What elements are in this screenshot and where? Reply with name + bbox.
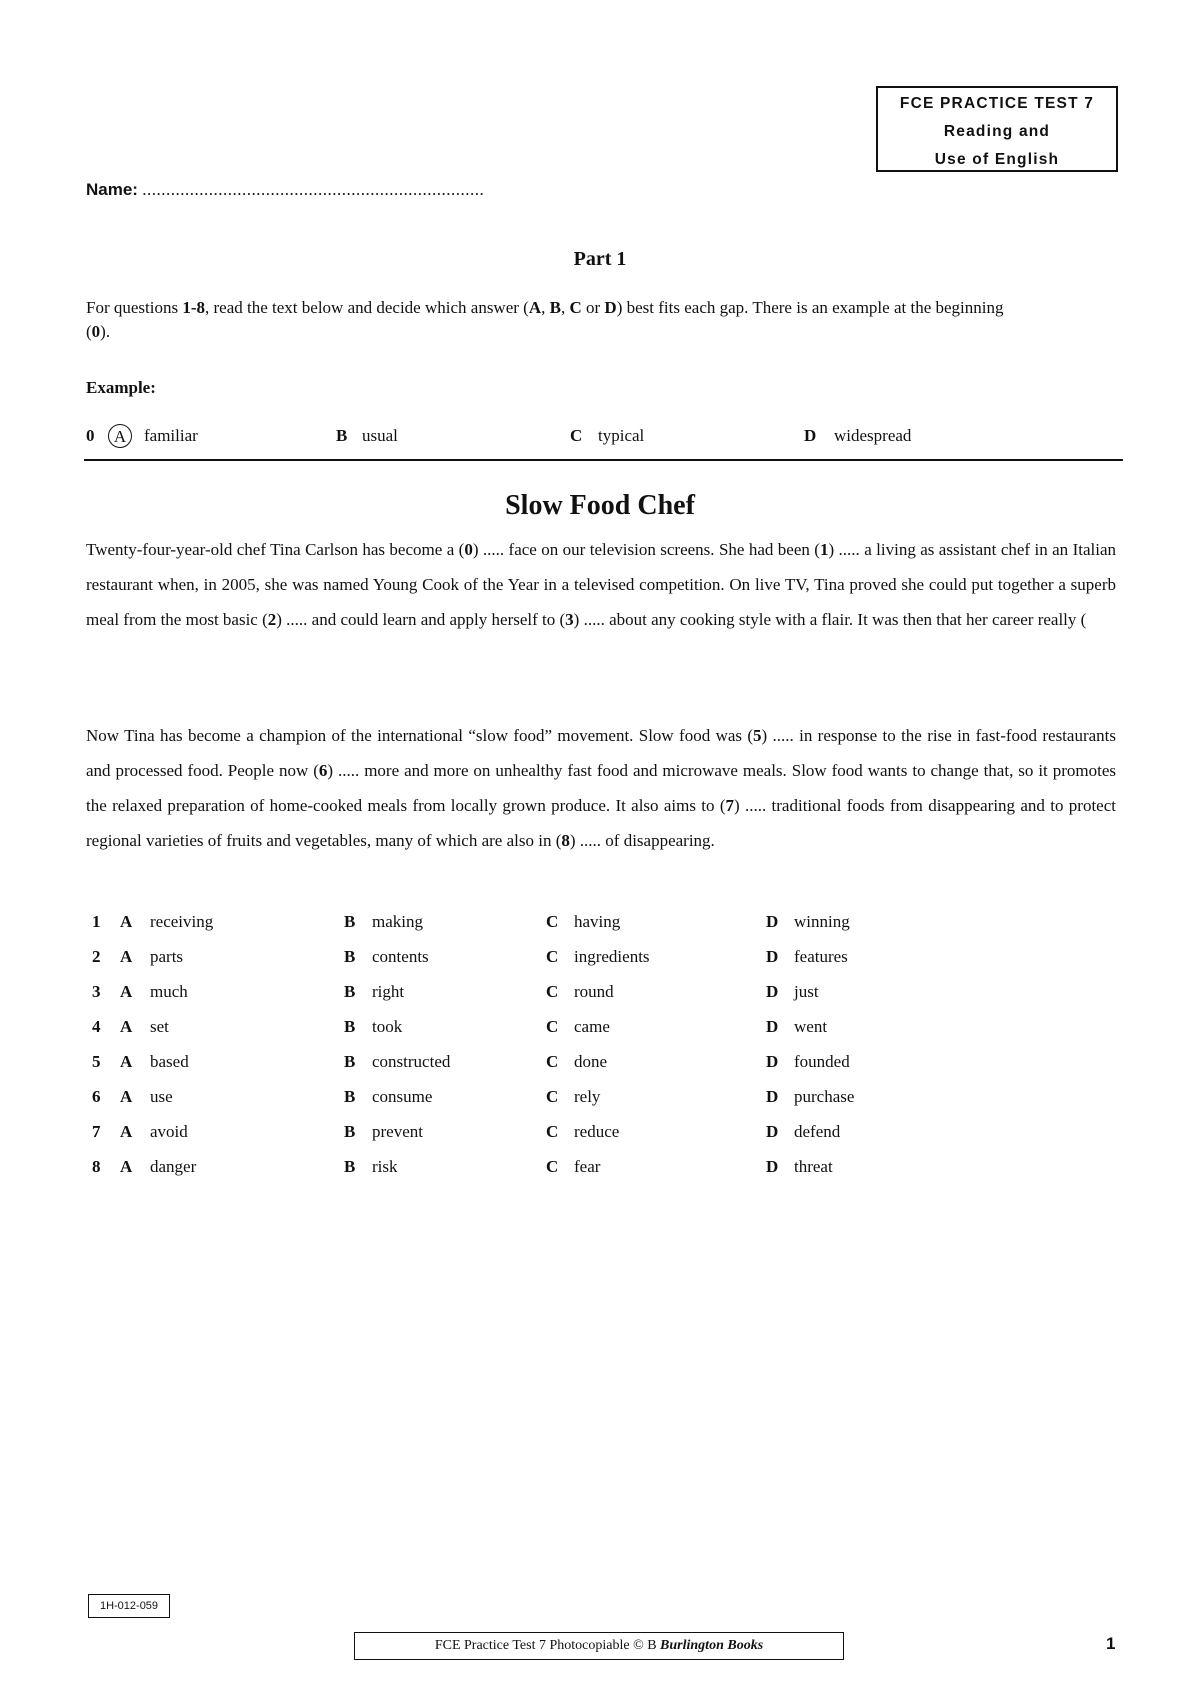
- option-d[interactable]: just: [794, 982, 819, 1001]
- option-c[interactable]: fear: [574, 1157, 601, 1176]
- example-option-letter: C: [570, 426, 583, 445]
- example-row: [86, 424, 1122, 452]
- question-row: 2 A parts B contents C ingredients D features: [92, 947, 848, 966]
- option-b[interactable]: consume: [372, 1087, 433, 1106]
- part-title: Part 1: [573, 248, 627, 270]
- test-title-line: FCE PRACTICE TEST 7: [899, 95, 1095, 112]
- option-d[interactable]: features: [794, 947, 848, 966]
- example-label: Example:: [86, 378, 156, 397]
- option-d[interactable]: threat: [794, 1157, 833, 1176]
- question-row: 3 A much B right C round D just: [92, 982, 819, 1001]
- option-a[interactable]: receiving: [150, 912, 214, 931]
- option-b[interactable]: risk: [372, 1157, 398, 1176]
- option-a[interactable]: based: [150, 1052, 189, 1071]
- question-row: 6 A use B consume C rely D purchase: [92, 1087, 855, 1106]
- option-c[interactable]: reduce: [574, 1122, 620, 1141]
- example-option-word: widespread: [834, 426, 912, 445]
- story-title: Slow Food Chef: [505, 490, 695, 521]
- test-section-line: Reading and: [943, 123, 1051, 140]
- option-b[interactable]: contents: [372, 947, 429, 966]
- publisher-name: Burlington Books: [660, 1638, 764, 1653]
- option-a[interactable]: much: [150, 982, 188, 1001]
- example-option-letter: B: [336, 426, 348, 445]
- option-c[interactable]: done: [574, 1052, 608, 1071]
- footer-credit: [354, 1632, 844, 1660]
- footer-text: FCE Practice Test 7 Photocopiable © B: [434, 1638, 661, 1653]
- question-row: 4 A set B took C came D went: [92, 1017, 828, 1036]
- option-d[interactable]: founded: [794, 1052, 850, 1071]
- name-field[interactable]: ........................................................................: [142, 180, 485, 199]
- name-line: [86, 180, 484, 200]
- example-option-word: familiar: [144, 426, 198, 445]
- option-d[interactable]: purchase: [794, 1087, 855, 1106]
- example-number: 0: [86, 426, 95, 445]
- test-section-line: Use of English: [934, 151, 1060, 168]
- option-d[interactable]: winning: [794, 912, 850, 931]
- option-a[interactable]: use: [150, 1087, 173, 1106]
- option-c[interactable]: ingredients: [574, 947, 650, 966]
- test-title-box: [876, 86, 1118, 172]
- option-d[interactable]: went: [794, 1017, 828, 1036]
- option-b[interactable]: making: [372, 912, 423, 931]
- divider: [84, 459, 1123, 461]
- instructions: For questions 1-8, read the text below and decide which answer (A, B, C or D) best fits each gap. There is an example at the beginning (0).: [86, 298, 1004, 341]
- option-c[interactable]: having: [574, 912, 621, 931]
- option-c[interactable]: rely: [574, 1087, 601, 1106]
- option-c[interactable]: came: [574, 1017, 610, 1036]
- example-option-letter: D: [804, 426, 817, 445]
- example-answer-circle: A: [108, 424, 132, 448]
- option-b[interactable]: took: [372, 1017, 403, 1036]
- name-label: Name:: [86, 180, 138, 199]
- option-c[interactable]: round: [574, 982, 614, 1001]
- question-row: 8 A danger B risk C fear D threat: [92, 1157, 833, 1176]
- question-row: 1 A receiving B making C having D winning: [92, 912, 850, 931]
- example-option-word: usual: [362, 426, 398, 445]
- story-paragraph: Now Tina has become a champion of the international “slow food” movement. Slow food was (5) ..... in response to the rise in fast-food restaurants and processed food. People now (6) ..... more and more on unhealthy fast food and microwave meals. Slow food wants to change that, so it promotes the relaxed preparation of home-cooked meals from locally grown produce. It also aims to (7) ..... traditional foods from disappearing and to protect regional varieties of fruits and vegetables, many of which are also in (8) ..... of disappearing.: [86, 726, 1116, 850]
- question-row: 5 A based B constructed C done D founded: [92, 1052, 850, 1071]
- option-a[interactable]: avoid: [150, 1122, 188, 1141]
- document-code: 1H-012-059: [88, 1594, 170, 1618]
- option-b[interactable]: right: [372, 982, 405, 1001]
- page-number: 1: [1106, 1634, 1116, 1653]
- option-a[interactable]: set: [150, 1017, 169, 1036]
- option-a[interactable]: danger: [150, 1157, 197, 1176]
- option-b[interactable]: prevent: [372, 1122, 423, 1141]
- option-b[interactable]: constructed: [372, 1052, 451, 1071]
- story-paragraph: Twenty-four-year-old chef Tina Carlson has become a (0) ..... face on our television screens. She had been (1) ..... a living as assistant chef in an Italian restaurant when, in 2005, she was named Young Cook of the Year in a televised competition. On live TV, Tina proved she could put together a superb meal from the most basic (2) ..... and could learn and apply herself to (3) ..... about any cooking style with a flair. It was then that her career really (: [86, 540, 1116, 629]
- question-row: 7 A avoid B prevent C reduce D defend: [92, 1122, 841, 1141]
- example-option-word: typical: [598, 426, 645, 445]
- option-d[interactable]: defend: [794, 1122, 841, 1141]
- option-a[interactable]: parts: [150, 947, 184, 966]
